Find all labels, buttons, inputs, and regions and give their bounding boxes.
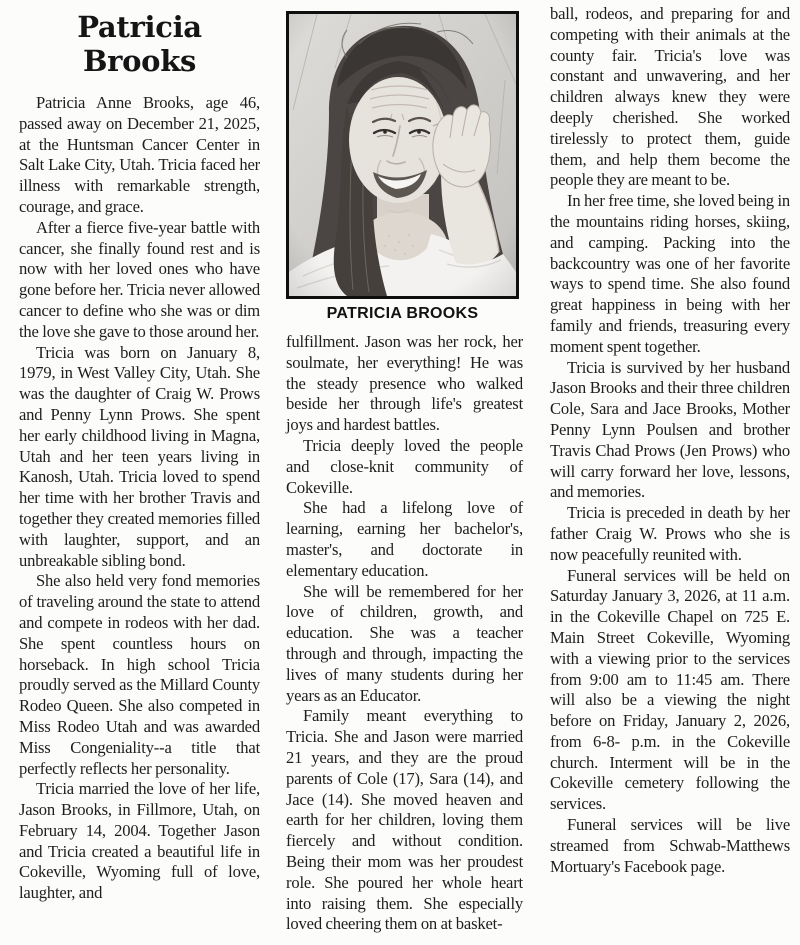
portrait-photo-illustration bbox=[289, 14, 516, 296]
obituary-paragraph: Patricia Anne Brooks, age 46, passed away on December 21, 2025, at the Huntsman Cancer Center in Salt Lake City, Utah. Tricia faced her illness with remarkable strength, courage, and grace. bbox=[19, 93, 260, 216]
obituary-paragraph: Funeral services will be held on Saturday January 3, 2026, at 11 a.m. in the Cokeville Chapel on 725 E. Main Street Cokeville, Wyoming with a viewing prior to the services from 9:00 am to 11:45 am. There will also be a viewing the night before on Friday, January 2, 2026, from 6-8- p.m. in the Cokeville church. Interment will be in the Cokeville cemetery following the services. bbox=[550, 565, 790, 814]
obituary-paragraph: She also held very fond memories of traveling around the state to attend and compete in rodeos with her dad. She spent countless hours on horseback. In high school Tricia proudly served as the Millard County Rodeo Queen. She also competed in Miss Rodeo Utah and was awarded Miss Congeniality--a title that perfectly reflects her personality. bbox=[19, 571, 260, 778]
portrait-photo bbox=[286, 11, 519, 299]
photo-caption: PATRICIA BROOKS bbox=[326, 305, 479, 322]
obituary-paragraph: ball, rodeos, and preparing for and competing with their animals at the county fair. Tricia's love was constant and unwavering, and her children always knew they were deeply cherished. She worked tirelessly to protect them, guide them, and help them become the people they are meant to be. bbox=[550, 4, 790, 190]
obituary-paragraph: Family meant everything to Tricia. She and Jason were married 21 years, and they are the proud parents of Cole (17), Sara (14), and Jace (14). She moved heaven and earth for her children, loving them fiercely and without condition. Being their mom was her proudest role. She poured her whole heart into raising them. She especially loved cheering them on at basket- bbox=[286, 706, 523, 934]
column-right bbox=[550, 0, 790, 945]
obituary-paragraph: After a fierce five-year battle with cancer, she finally found rest and is now with her loved ones who have gone before her. Tricia never allowed cancer to define who she was or dim the love she gave to those around her. bbox=[19, 217, 260, 341]
portrait-figure bbox=[286, 11, 519, 323]
obituary-paragraph: fulfillment. Jason was her rock, her soulmate, her everything! He was the steady presence who walked beside her through life's greatest joys and hardest battles. bbox=[286, 332, 523, 435]
obituary-paragraph: In her free time, she loved being in the mountains riding horses, skiing, and camping. Packing into the backcountry was one of her favorite ways to spend time. She also found great happiness in being with her family and friends, treasuring every moment spent together. bbox=[550, 191, 790, 356]
column-left bbox=[19, 0, 260, 945]
obituary-paragraph: Tricia is preceded in death by her father Craig W. Prows who she is now peacefully reunited with. bbox=[550, 503, 790, 564]
obituary-paragraph: Tricia was born on January 8, 1979, in West Valley City, Utah. She was the daughter of Craig W. Prows and Penny Lynn Prows. She spent her early childhood living in Magna, Utah and her teen years living in Kanosh, Utah. Tricia loved to spend her time with her brother Travis and together they created memories filled with laughter, support, and an unbreakable sibling bond. bbox=[19, 342, 260, 570]
obituary-paragraph: Funeral services will be live streamed from Schwab-Matthews Mortuary's Facebook page. bbox=[550, 815, 790, 876]
obituary-paragraph: She had a lifelong love of learning, earning her bachelor's, master's, and doctorate in elementary education. bbox=[286, 498, 523, 580]
obituary-paragraph: She will be remembered for her love of children, growth, and education. She was a teacher through and through, impacting the lives of many students during her years as an Educator. bbox=[286, 581, 523, 705]
obituary-title: Patricia Brooks bbox=[77, 10, 202, 78]
obituary-paragraph: Tricia deeply loved the people and close-knit community of Cokeville. bbox=[286, 435, 523, 497]
column-center bbox=[286, 0, 523, 945]
obituary-paragraph: Tricia married the love of her life, Jason Brooks, in Fillmore, Utah, on February 14, 2004. Together Jason and Tricia created a beautiful life in Cokeville, Wyoming full of love, laughter, and bbox=[19, 779, 260, 903]
obituary-paragraph: Tricia is survived by her husband Jason Brooks and their three children Cole, Sara and Jace Brooks, Mother Penny Lynn Poulsen and brother Travis Chad Prows (Jen Prows) who will carry forward her love, lessons, and memories. bbox=[550, 357, 790, 502]
